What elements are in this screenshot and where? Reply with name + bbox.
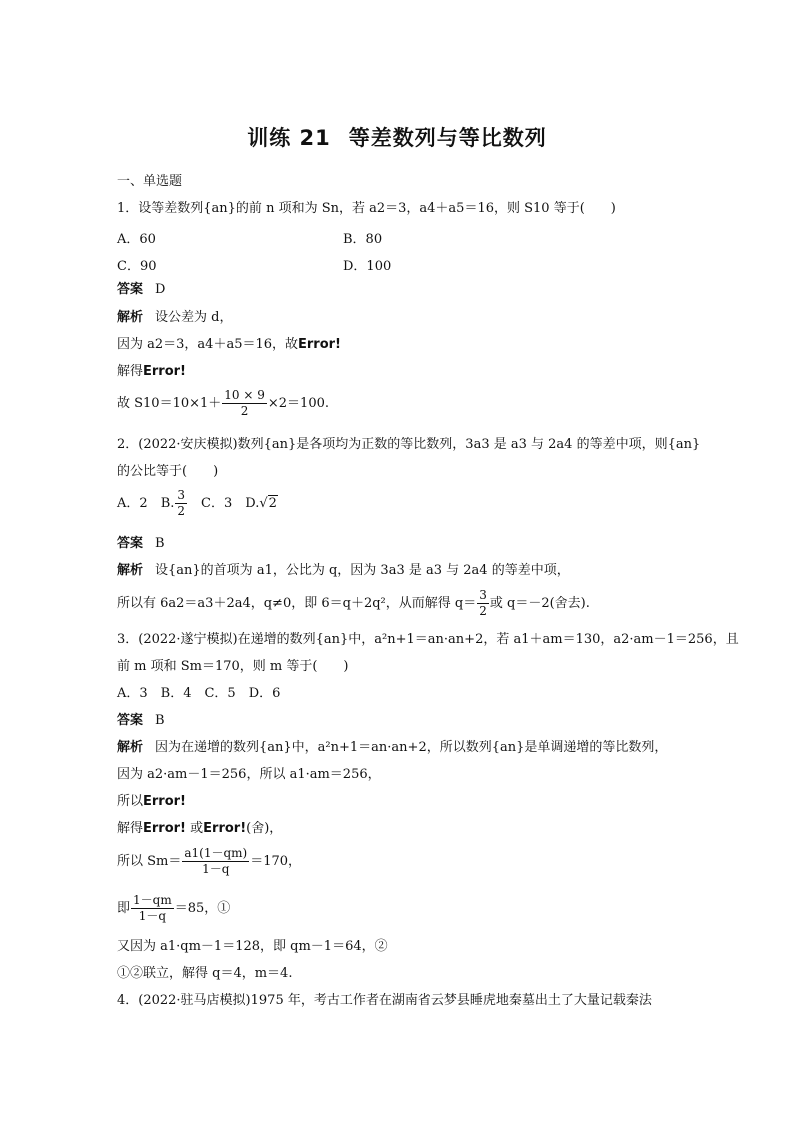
q3-analysis-5: 所以 Sm＝ $\frac{a1(1-qm)}{1-q}$ ＝170， <box>117 846 302 876</box>
q2-analysis-2: 所以有 6a2＝a3＋2a4，q≠0，即 6＝q＋2q²，从而解得 q＝ $\frac{3}{2}$ 或 q＝－2(舍去). <box>117 588 590 618</box>
q4-stem-1: 4．(2022·驻马店模拟)1975 年，考古工作者在湖南省云梦县睡虎地秦墓出土了大量记载秦法 <box>117 993 652 1008</box>
error-text: Error! <box>143 364 186 379</box>
answer-label: 答案 <box>117 282 144 297</box>
q2-answer: 答案 B <box>117 536 165 551</box>
q3-analysis-8: ①②联立，解得 q＝4，m＝4. <box>117 966 293 981</box>
q2-stem-1: 2．(2022·安庆模拟)数列{an}是各项均为正数的等比数列，3a3 是 a3 与 2a4 的等差中项，则{an} <box>117 437 701 452</box>
q1-option-b: B．80 <box>343 232 383 247</box>
fraction: $\frac{1-qm}{1-q}$ <box>133 893 172 923</box>
error-text: Error! <box>143 794 186 809</box>
q2-analysis-1: 解析 设{an}的首项为 a1，公比为 q，因为 3a3 是 a3 与 2a4 的等差中项， <box>117 563 570 578</box>
q3-analysis-4: 解得Error! 或Error!(舍)， <box>117 821 283 836</box>
fraction: $\frac{3}{2}$ <box>177 488 186 518</box>
q1-stem: 1．设等差数列{an}的前 n 项和为 Sn，若 a2＝3，a4＋a5＝16，则 S10 等于( ) <box>117 201 616 216</box>
title-part1: 训练 21 <box>247 126 331 150</box>
q1-answer <box>117 282 165 298</box>
fraction: $\frac{3}{2}$ <box>479 588 487 618</box>
q3-analysis-1: 解析 因为在递增的数列{an}中，a²n+1＝an·an+2，所以数列{an}是单调递增的等比数列， <box>117 740 668 755</box>
title-part2: 等差数列与等比数列 <box>348 126 547 150</box>
q1-analysis-3: 解得Error! <box>117 364 186 379</box>
q1-analysis-4: 故 S10＝10×1＋ $\frac{10 \times 9}{2}$ ×2＝100. <box>117 388 329 418</box>
q3-analysis-7: 又因为 a1·qm－1＝128，即 qm－1＝64，② <box>117 939 388 954</box>
q3-analysis-3: 所以Error! <box>117 794 186 809</box>
page-title <box>0 122 794 152</box>
fraction: $\frac{10 \times 9}{2}$ <box>224 388 265 418</box>
error-text: Error! <box>298 337 341 352</box>
q3-answer: 答案 B <box>117 713 165 728</box>
q1-option-c: C．90 <box>117 259 157 274</box>
q3-analysis-6: 即 $\frac{1-qm}{1-q}$ ＝85，① <box>117 893 231 923</box>
q3-stem-1: 3．(2022·遂宁模拟)在递增的数列{an}中，a²n+1＝an·an+2，若 a1＋am＝130，a2·am－1＝256，且 <box>117 632 739 647</box>
analysis-label: 解析 <box>117 310 144 325</box>
q1-analysis-2: 因为 a2＝3，a4＋a5＝16，故Error! <box>117 337 341 352</box>
section-heading: 一、单选题 <box>117 174 183 189</box>
q2-stem-2: 的公比等于( ) <box>117 464 219 479</box>
error-text: Error! <box>203 821 247 836</box>
error-text: Error! <box>143 821 186 836</box>
sqrt-symbol: √2 <box>259 496 277 511</box>
q2-options: A．2 B. $\frac{3}{2}$ C．3 D.√2 <box>117 488 277 518</box>
q3-options: A．3 B．4 C．5 D．6 <box>117 686 281 701</box>
q1-answer-value: D <box>155 282 166 297</box>
fraction: $\frac{a1(1-qm)}{1-q}$ <box>184 846 248 876</box>
q1-analysis-1: 解析 设公差为 d， <box>117 310 233 325</box>
q1-option-a: A．60 <box>117 232 156 247</box>
q1-option-d: D．100 <box>343 259 392 274</box>
q3-analysis-2: 因为 a2·am－1＝256，所以 a1·am＝256， <box>117 767 381 782</box>
q3-stem-2: 前 m 项和 Sm＝170，则 m 等于( ) <box>117 659 349 674</box>
